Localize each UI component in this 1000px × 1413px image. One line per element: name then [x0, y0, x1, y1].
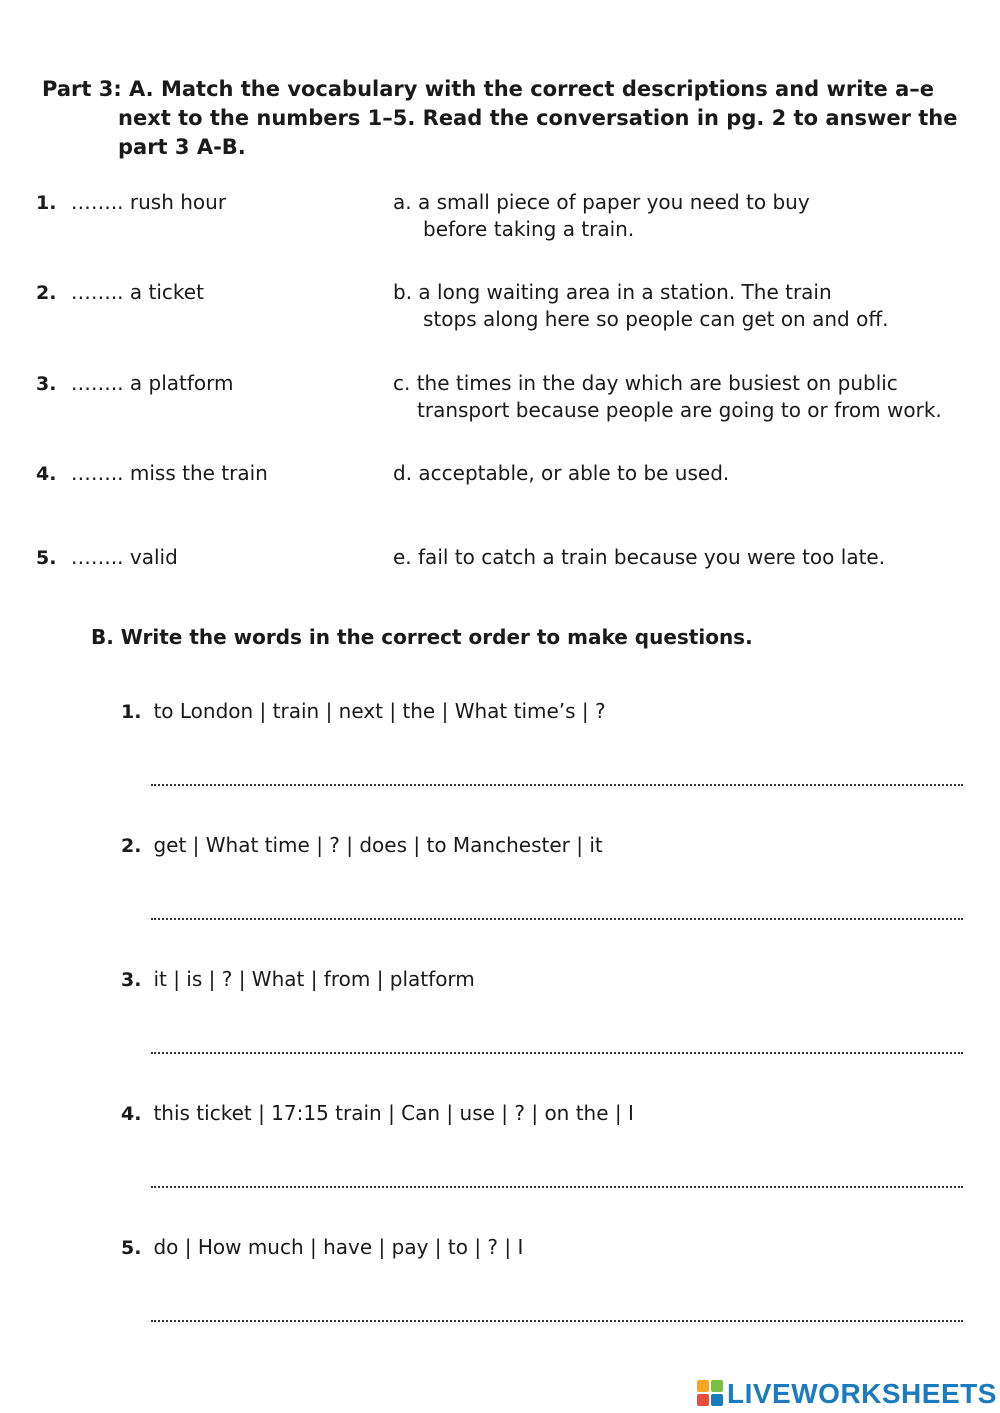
question-num-4: 4.: [121, 1103, 142, 1125]
answer-line-4[interactable]: [151, 1186, 963, 1188]
question-4: [121, 1101, 634, 1125]
answer-line-3[interactable]: [151, 1052, 963, 1054]
match-term-3: [36, 370, 233, 398]
match-num-1: 1.: [36, 192, 57, 214]
match-desc-3-line1: c. the times in the day which are busiest on public: [393, 371, 898, 395]
match-desc-5: [393, 544, 885, 571]
match-desc-2-line1: b. a long waiting area in a station. The train: [393, 280, 832, 304]
match-desc-1: [393, 189, 810, 243]
question-num-1: 1.: [121, 701, 142, 723]
liveworksheets-logo: [697, 1378, 997, 1410]
match-desc-1-line2: before taking a train.: [423, 217, 635, 241]
question-2: [121, 833, 603, 857]
question-5: [121, 1235, 523, 1259]
match-term-text-2: …….. a ticket: [70, 280, 204, 304]
liveworksheets-logo-text: LIVEWORKSHEETS: [727, 1378, 997, 1409]
match-desc-3: [393, 370, 942, 424]
match-desc-3-line2: transport because people are going to or from work.: [417, 398, 942, 422]
part3-heading-line3: part 3 A-B.: [118, 135, 246, 159]
match-term-5: [36, 544, 178, 572]
liveworksheets-logo-icon: [697, 1380, 725, 1408]
match-num-4: 4.: [36, 463, 57, 485]
match-desc-5-line1: e. fail to catch a train because you were too late.: [393, 545, 886, 569]
match-term-4: [36, 460, 268, 488]
match-desc-2-line2: stops along here so people can get on and off.: [423, 307, 889, 331]
match-desc-4-line1: d. acceptable, or able to be used.: [393, 461, 730, 485]
question-text-1: to London | train | next | the | What time’s | ?: [153, 699, 606, 723]
question-text-4: this ticket | 17:15 train | Can | use | ? | on the | I: [153, 1101, 634, 1125]
match-num-3: 3.: [36, 373, 57, 395]
question-num-3: 3.: [121, 969, 142, 991]
match-desc-2: [393, 279, 888, 333]
match-term-text-1: …….. rush hour: [70, 190, 227, 214]
match-term-text-5: …….. valid: [70, 545, 178, 569]
match-term-1: [36, 189, 226, 217]
match-num-5: 5.: [36, 547, 57, 569]
match-term-2: [36, 279, 204, 307]
part3-heading-line1: Part 3: A. Match the vocabulary with the correct descriptions and write a–e: [42, 77, 934, 101]
match-term-text-4: …….. miss the train: [70, 461, 268, 485]
question-num-5: 5.: [121, 1237, 142, 1259]
answer-line-2[interactable]: [151, 918, 963, 920]
question-num-2: 2.: [121, 835, 142, 857]
part3-heading-line2: next to the numbers 1–5. Read the conversation in pg. 2 to answer the: [118, 106, 958, 130]
question-text-2: get | What time | ? | does | to Manchester | it: [153, 833, 603, 857]
match-desc-4: [393, 460, 729, 487]
part-b-heading: B. Write the words in the correct order to make questions.: [91, 625, 753, 649]
match-desc-1-line1: a. a small piece of paper you need to buy: [393, 190, 810, 214]
part3-heading: [42, 75, 992, 162]
question-text-5: do | How much | have | pay | to | ? | I: [153, 1235, 524, 1259]
question-text-3: it | is | ? | What | from | platform: [153, 967, 475, 991]
match-num-2: 2.: [36, 282, 57, 304]
question-3: [121, 967, 475, 991]
answer-line-5[interactable]: [151, 1320, 963, 1322]
question-1: [121, 699, 606, 723]
answer-line-1[interactable]: [151, 784, 963, 786]
match-term-text-3: …….. a platform: [70, 371, 234, 395]
